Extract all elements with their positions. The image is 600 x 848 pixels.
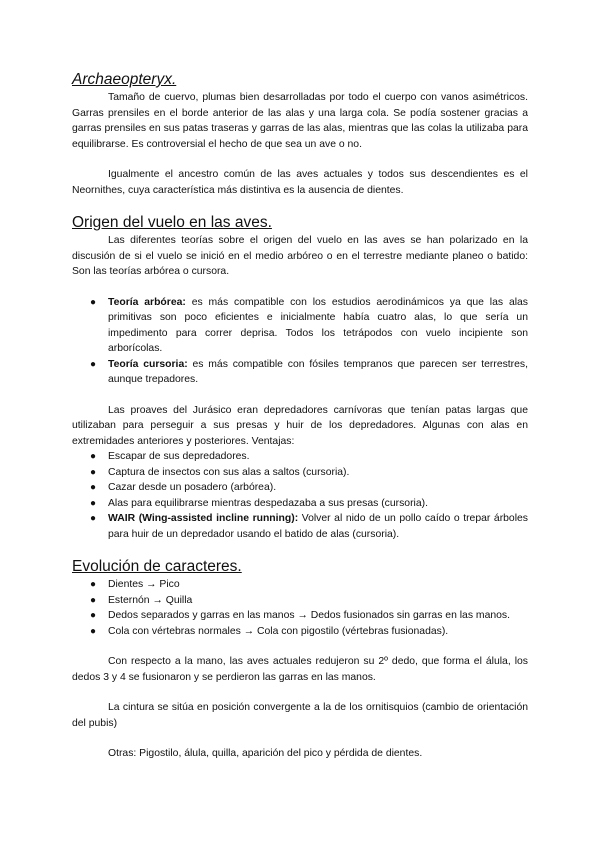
list-item-text: Dedos separados y garras en las manos → Dedos fusionados sin garras en las manos.	[108, 610, 510, 621]
list-item-text: es más compatible con los estudios aerodinámicos ya que las alas primitivas son poco eficientes e inicialmente había cuatro alas, lo que sería un impedimento para correr deprisa. Todos los tetrápodos con vuelo incipiente son arborícolas.	[108, 296, 529, 354]
paragraph-otras: Otras: Pigostilo, álula, quilla, aparición del pico y pérdida de dientes.	[108, 748, 423, 759]
bullet-icon: ●	[90, 594, 97, 606]
list-ventajas	[72, 449, 528, 542]
bullet-icon: ●	[90, 513, 97, 524]
heading-origen-vuelo: Origen del vuelo en las aves.	[72, 214, 272, 231]
bullet-icon: ●	[90, 358, 97, 370]
list-item	[90, 357, 528, 388]
bullet-icon: ●	[90, 579, 97, 590]
list-item-text: Cazar desde un posadero (arbórea).	[108, 482, 277, 493]
list-item-text: es más compatible con fósiles tempranos que parecen ser terrestres, aunque trepadores.	[108, 358, 528, 385]
paragraph-cintura: La cintura se sitúa en posición convergente a la de los ornitisquios (cambio de orientación del pubis)	[72, 702, 528, 729]
bullet-icon: ●	[90, 451, 97, 462]
list-item-text: Cola con vértebras normales → Cola con pigostilo (vértebras fusionadas).	[108, 625, 449, 637]
list-item-text: Volver al nido de un pollo caído o trepar árboles para huir de un depredador usando el batido de alas (cursoria).	[108, 513, 528, 540]
bullet-icon: ●	[90, 482, 97, 493]
list-item	[90, 496, 528, 512]
list-item-text: Escapar de sus depredadores.	[108, 451, 250, 462]
paragraph-neornithes: Igualmente el ancestro común de las aves actuales y todos sus descendientes es el Neornithes, cuya característica más distintiva es la ausencia de dientes.	[72, 169, 528, 196]
document-body	[72, 70, 528, 762]
list-item	[90, 465, 528, 481]
paragraph-archaeopteryx-description: Tamaño de cuervo, plumas bien desarrolladas por todo el cuerpo con vanos asimétricos. Garras prensiles en el borde anterior de las alas y una larga cola. Se podía sostener gracias a garras prensiles en sus patas traseras y garras de las alas, mientras que las colas la utilizaba para equilibrarse. Es controversial el hecho de que sea un ave o no.	[72, 92, 528, 150]
list-item-term: Teoría arbórea:	[108, 296, 186, 308]
heading-evolucion-caracteres: Evolución de caracteres.	[72, 558, 242, 575]
list-item-text: Captura de insectos con sus alas a saltos (cursoria).	[108, 466, 350, 478]
list-item	[90, 608, 528, 624]
list-item-term: Teoría cursoria:	[108, 358, 188, 370]
bullet-icon: ●	[90, 296, 97, 308]
list-item	[90, 577, 528, 593]
list-item-text: Esternón → Quilla	[108, 594, 193, 606]
list-item	[90, 480, 528, 496]
list-item	[90, 295, 529, 357]
paragraph-mano: Con respecto a la mano, las aves actuales redujeron su 2º dedo, que forma el álula, los dedos 3 y 4 se fusionaron y se perdieron las garras en las manos.	[72, 656, 528, 683]
list-item	[90, 593, 528, 609]
list-item	[90, 511, 528, 542]
list-item	[90, 449, 528, 465]
bullet-icon: ●	[90, 610, 97, 621]
list-item-text: Alas para equilibrarse mientras despedazaba a sus presas (cursoria).	[108, 497, 428, 509]
list-item-text: Dientes → Pico	[108, 579, 180, 590]
list-item	[90, 624, 528, 640]
heading-archaeopteryx: Archaeopteryx.	[72, 71, 177, 88]
bullet-icon: ●	[90, 625, 97, 637]
bullet-icon: ●	[90, 466, 97, 478]
paragraph-proaves: Las proaves del Jurásico eran depredadores carnívoras que tenían patas largas que utilizaban para perseguir a sus presas y huir de los depredadores. Algunas con alas en extremidades anteriores y posteriores. Ventajas:	[72, 404, 528, 447]
list-teorias	[72, 295, 528, 388]
paragraph-teorias-intro: Las diferentes teorías sobre el origen del vuelo en las aves se han polarizado en la discusión de si el vuelo se inició en el medio arbóreo o en el terrestre mediante planeo o batido: Son las teorías arbórea o cursora.	[72, 235, 528, 277]
list-item-term: WAIR (Wing-assisted incline running):	[108, 513, 299, 524]
list-caracteres	[72, 577, 528, 639]
bullet-icon: ●	[90, 497, 97, 509]
